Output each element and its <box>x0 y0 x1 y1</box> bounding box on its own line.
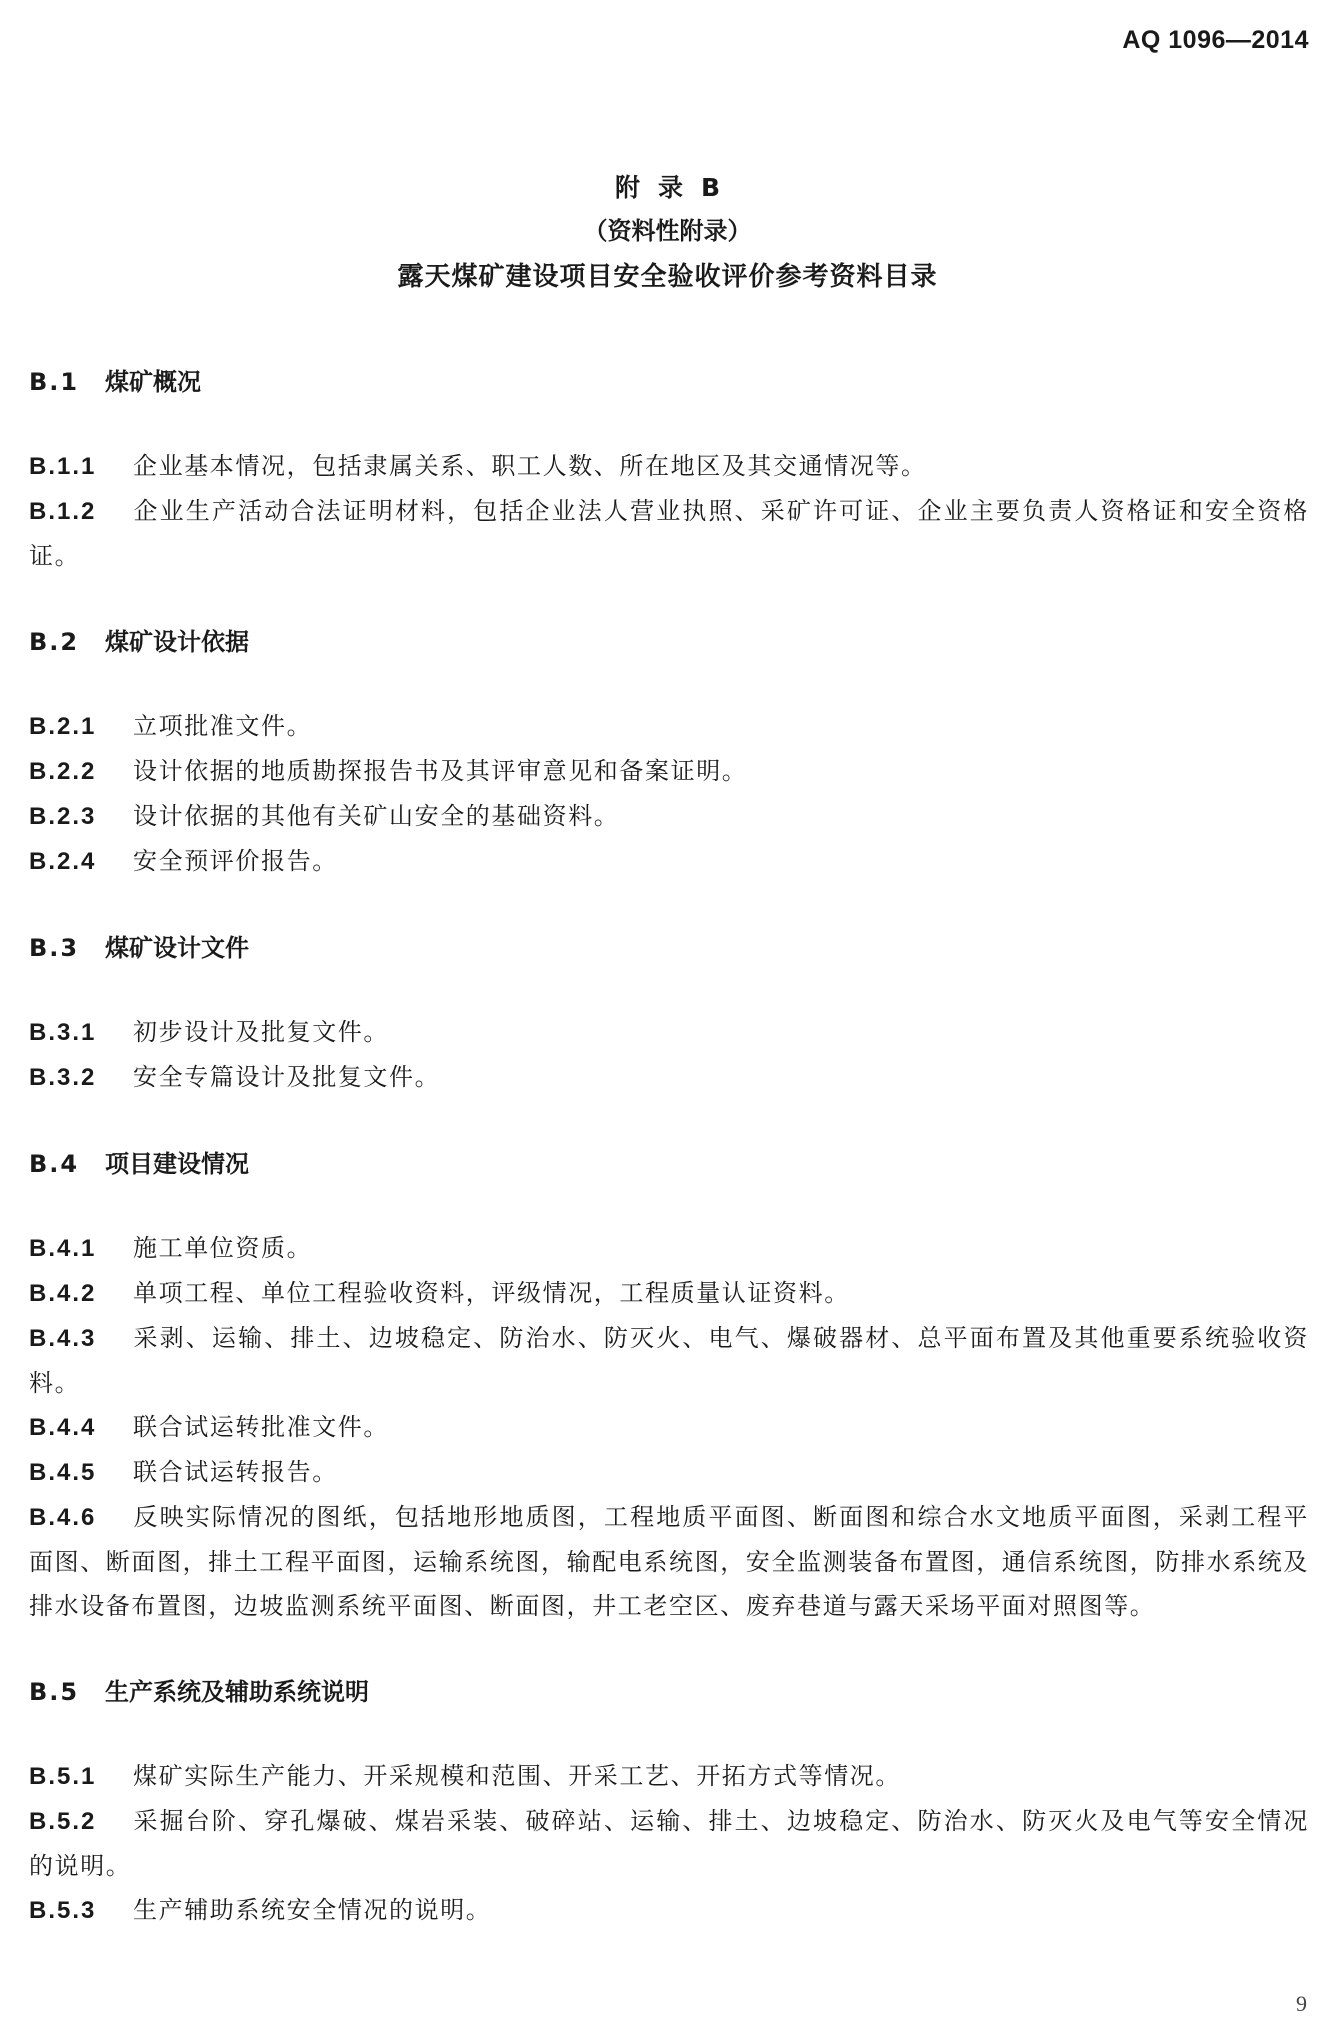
item-number: B.2.3 <box>29 803 97 830</box>
item-text: 联合试运转报告。 <box>133 1458 338 1486</box>
item-text: 生产辅助系统安全情况的说明。 <box>133 1896 492 1924</box>
list-item <box>29 444 1309 489</box>
section-number: B.4 <box>29 1150 80 1178</box>
list-item <box>29 749 1309 794</box>
list-item <box>29 1888 1309 1933</box>
list-item <box>29 1226 1309 1271</box>
section-number: B.1 <box>29 368 80 396</box>
document-body <box>29 360 1309 1933</box>
item-number: B.1.2 <box>29 498 97 525</box>
section-title: 煤矿设计文件 <box>105 934 249 962</box>
page-number: 9 <box>1296 1991 1307 2016</box>
standard-code: AQ 1096—2014 <box>1122 26 1309 54</box>
section-heading <box>29 620 1309 664</box>
list-item <box>29 1316 1309 1405</box>
item-text: 煤矿实际生产能力、开采规模和范围、开采工艺、开拓方式等情况。 <box>133 1762 901 1790</box>
item-text: 采剥、运输、排土、边坡稳定、防治水、防灭火、电气、爆破器材、总平面布置及其他重要系统验收资料。 <box>29 1324 1309 1397</box>
item-number: B.2.4 <box>29 848 97 875</box>
appendix-title: 露天煤矿建设项目安全验收评价参考资料目录 <box>397 262 938 292</box>
item-text: 企业生产活动合法证明材料，包括企业法人营业执照、采矿许可证、企业主要负责人资格证和安全资格证。 <box>29 497 1309 570</box>
item-number: B.4.6 <box>29 1504 97 1531</box>
item-number: B.3.2 <box>29 1064 97 1091</box>
list-item <box>29 1450 1309 1495</box>
list-item <box>29 1495 1309 1628</box>
list-item <box>29 1055 1309 1100</box>
list-item <box>29 1405 1309 1450</box>
list-item <box>29 489 1309 578</box>
section-number: B.3 <box>29 934 80 962</box>
section-number: B.5 <box>29 1678 80 1706</box>
section-heading <box>29 1670 1309 1714</box>
item-number: B.1.1 <box>29 453 97 480</box>
list-item <box>29 839 1309 884</box>
item-text: 初步设计及批复文件。 <box>133 1018 389 1046</box>
section-title: 煤矿设计依据 <box>105 628 249 656</box>
section-number: B.2 <box>29 628 80 656</box>
item-text: 采掘台阶、穿孔爆破、煤岩采装、破碎站、运输、排土、边坡稳定、防治水、防灭火及电气等安全情况的说明。 <box>29 1807 1309 1880</box>
item-text: 反映实际情况的图纸，包括地形地质图，工程地质平面图、断面图和综合水文地质平面图，采剥工程平面图、断面图，排土工程平面图，运输系统图，输配电系统图，安全监测装备布置图，通信系统图，防排水系统及排水设备布置图，边坡监测系统平面图、断面图，井工老空区、废弃巷道与露天采场平面对照图等。 <box>29 1503 1309 1620</box>
appendix-type: （资料性附录） <box>583 217 752 245</box>
item-text: 设计依据的地质勘探报告书及其评审意见和备案证明。 <box>133 757 748 785</box>
item-text: 安全预评价报告。 <box>133 847 338 875</box>
item-number: B.5.2 <box>29 1808 97 1835</box>
list-item <box>29 704 1309 749</box>
item-text: 立项批准文件。 <box>133 712 313 740</box>
item-text: 施工单位资质。 <box>133 1234 313 1262</box>
item-number: B.2.2 <box>29 758 97 785</box>
list-item <box>29 1271 1309 1316</box>
item-number: B.5.3 <box>29 1897 97 1924</box>
item-number: B.2.1 <box>29 713 97 740</box>
item-number: B.4.5 <box>29 1459 97 1486</box>
item-text: 设计依据的其他有关矿山安全的基础资料。 <box>133 802 620 830</box>
item-text: 单项工程、单位工程验收资料，评级情况，工程质量认证资料。 <box>133 1279 850 1307</box>
section-title: 生产系统及辅助系统说明 <box>105 1678 369 1706</box>
section-heading <box>29 1142 1309 1186</box>
list-item <box>29 1799 1309 1888</box>
item-number: B.4.2 <box>29 1280 97 1307</box>
appendix-label: 附录B <box>614 173 739 202</box>
item-number: B.4.4 <box>29 1414 97 1441</box>
section-title: 煤矿概况 <box>105 368 201 396</box>
list-item <box>29 794 1309 839</box>
appendix-heading <box>0 168 1335 300</box>
list-item <box>29 1754 1309 1799</box>
item-number: B.4.1 <box>29 1235 97 1262</box>
item-number: B.4.3 <box>29 1325 97 1352</box>
item-text: 安全专篇设计及批复文件。 <box>133 1063 441 1091</box>
item-number: B.5.1 <box>29 1763 97 1790</box>
list-item <box>29 1010 1309 1055</box>
item-text: 企业基本情况，包括隶属关系、职工人数、所在地区及其交通情况等。 <box>133 452 927 480</box>
item-text: 联合试运转批准文件。 <box>133 1413 389 1441</box>
item-number: B.3.1 <box>29 1019 97 1046</box>
section-heading <box>29 360 1309 404</box>
section-heading <box>29 926 1309 970</box>
section-title: 项目建设情况 <box>105 1150 249 1178</box>
